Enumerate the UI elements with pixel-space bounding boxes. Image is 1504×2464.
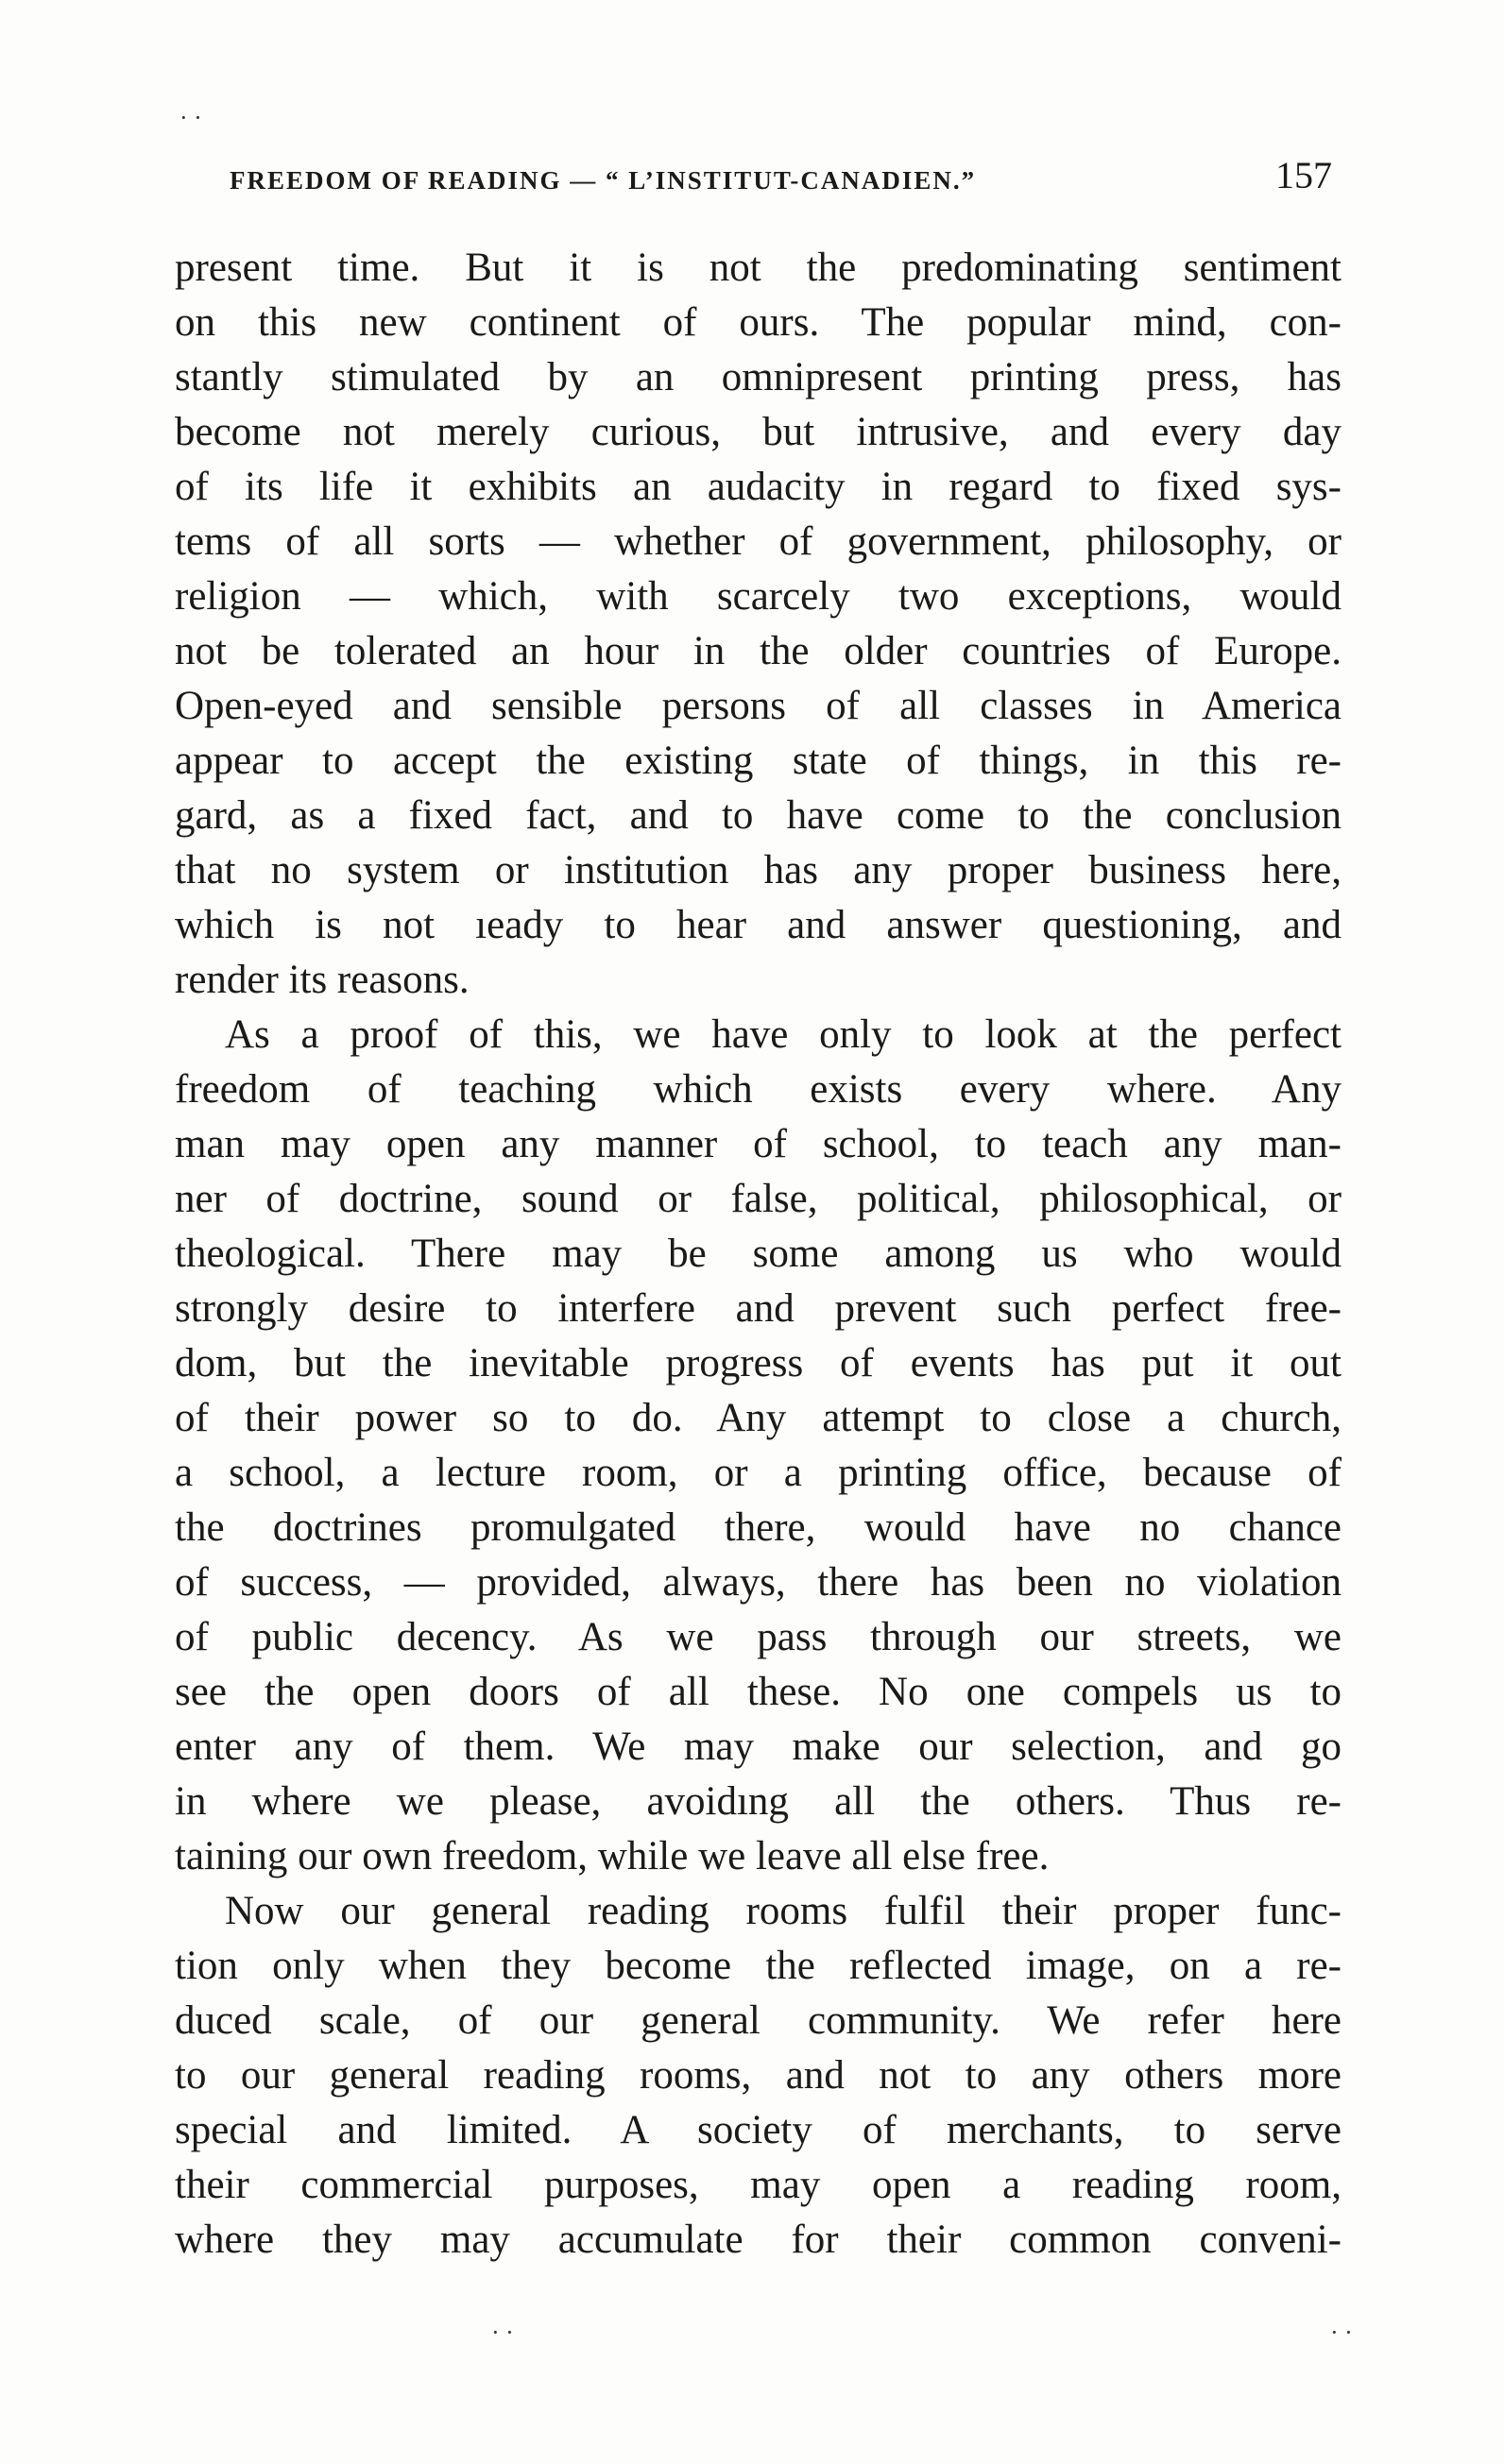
text-line: tion only when they become the reflected image, on a re-	[175, 1944, 1342, 1988]
text-line: which is not ıeady to hear and answer questioning, and	[175, 903, 1342, 947]
text-line: to our general reading rooms, and not to any others more	[175, 2053, 1342, 2098]
running-title: FREEDOM OF READING — “ L’INSTITUT-CANADIEN.”	[230, 166, 977, 195]
text-line: a school, a lecture room, or a printing office, because of	[175, 1451, 1342, 1495]
text-line: Now our general reading rooms fulfil their proper func-	[225, 1889, 1342, 1933]
text-line: their commercial purposes, may open a reading room,	[175, 2163, 1342, 2207]
text-line: religion — which, with scarcely two exceptions, would	[175, 574, 1342, 619]
text-line: tems of all sorts — whether of government, philosophy, or	[175, 519, 1342, 564]
text-line: the doctrines promulgated there, would have no chance	[175, 1505, 1342, 1550]
text-line: of success, — provided, always, there has been no violation	[175, 1560, 1342, 1605]
text-line: duced scale, of our general community. We refer here	[175, 1998, 1342, 2043]
page-number: 157	[1275, 154, 1332, 196]
text-line: of their power so to do. Any attempt to close a church,	[175, 1396, 1342, 1440]
text-line: stantly stimulated by an omnipresent printing press, has	[175, 355, 1342, 399]
text-line: on this new continent of ours. The popular mind, con-	[175, 300, 1342, 345]
text-line: of public decency. As we pass through our streets, we	[175, 1615, 1342, 1659]
text-line: present time. But it is not the predominating sentiment	[175, 246, 1342, 290]
text-line: that no system or institution has any proper business here,	[175, 848, 1342, 892]
print-speck: · ·	[491, 2319, 514, 2346]
text-line: where they may accumulate for their common conveni-	[175, 2218, 1342, 2262]
text-line: of its life it exhibits an audacity in regard to fixed sys-	[175, 465, 1342, 509]
body-text	[175, 241, 1342, 2268]
running-head	[230, 153, 1332, 210]
text-line: see the open doors of all these. No one compels us to	[175, 1670, 1342, 1714]
text-line: man may open any manner of school, to teach any man-	[175, 1122, 1342, 1166]
text-line: not be tolerated an hour in the older countries of Europe.	[175, 629, 1342, 673]
print-speck: · ·	[179, 104, 202, 131]
text-line: freedom of teaching which exists every where. Any	[175, 1067, 1342, 1112]
text-line: theological. There may be some among us who would	[175, 1232, 1342, 1276]
text-line: ner of doctrine, sound or false, political, philosophical, or	[175, 1177, 1342, 1221]
text-line: render its reasons.	[175, 958, 470, 1002]
text-line: in where we please, avoidıng all the others. Thus re-	[175, 1779, 1342, 1824]
print-speck: · ·	[1330, 2319, 1353, 2346]
text-line: appear to accept the existing state of things, in this re-	[175, 739, 1342, 783]
text-line: As a proof of this, we have only to look at the perfect	[225, 1012, 1342, 1057]
text-line: strongly desire to interfere and prevent such perfect free-	[175, 1286, 1342, 1331]
text-line: taining our own freedom, while we leave all else free.	[175, 1834, 1050, 1878]
text-line: special and limited. A society of merchants, to serve	[175, 2108, 1342, 2152]
text-line: become not merely curious, but intrusive, and every day	[175, 410, 1342, 454]
text-line: dom, but the inevitable progress of events has put it out	[175, 1341, 1342, 1385]
text-line: Open-eyed and sensible persons of all classes in America	[175, 684, 1342, 728]
text-line: enter any of them. We may make our selection, and go	[175, 1725, 1342, 1769]
text-line: gard, as a fixed fact, and to have come to the conclusion	[175, 793, 1342, 838]
